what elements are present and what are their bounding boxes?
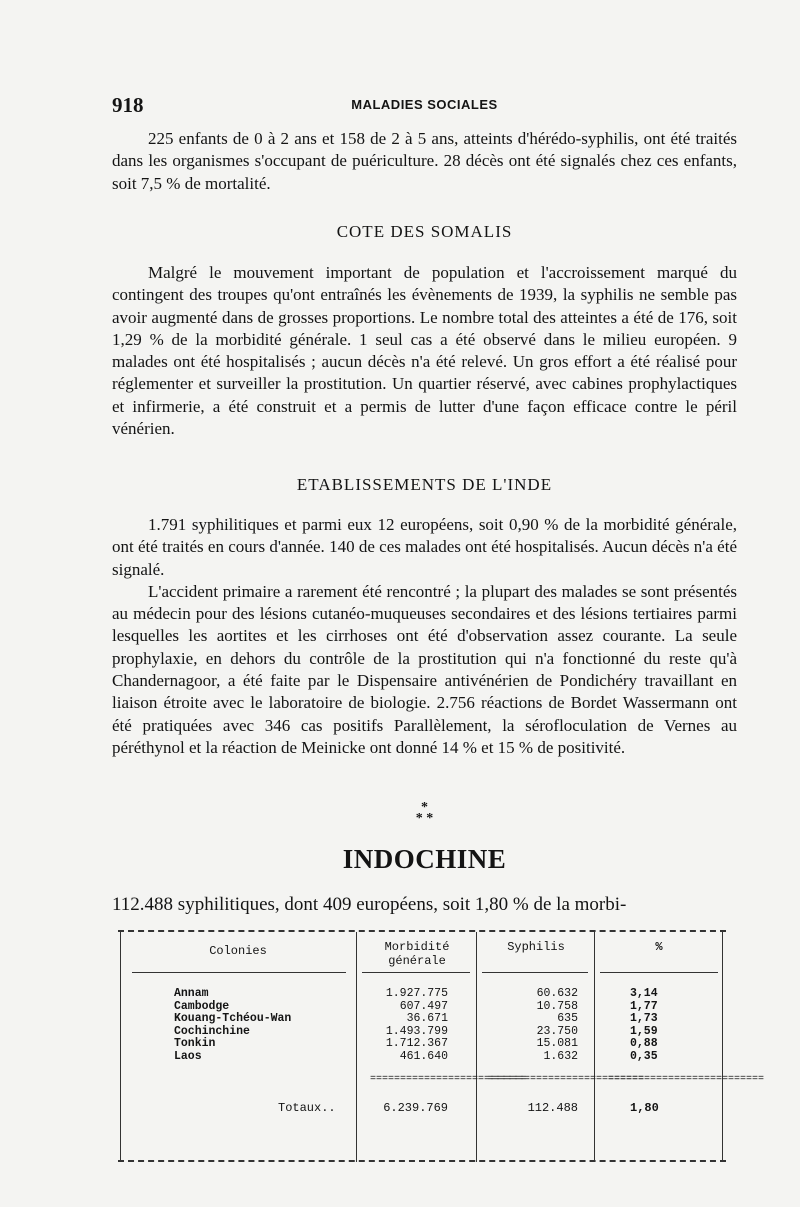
table-row-colonie: Tonkin: [174, 1037, 216, 1051]
table-row-syphilis: 10.758: [536, 999, 578, 1013]
subtotal-rule-2: ==========================: [488, 1074, 645, 1085]
page-header: [112, 93, 737, 117]
table-top-border: [118, 930, 726, 934]
inde-paragraphs-block: [112, 514, 737, 759]
subtotal-rule-3: ==========================: [608, 1074, 765, 1085]
totals-pct: 1,80: [630, 1101, 659, 1115]
table-row-pct: 1,73: [630, 1012, 658, 1026]
table-left-border: [120, 932, 121, 1162]
somalis-paragraph-block: [112, 262, 737, 440]
header-rule-3: [482, 972, 588, 973]
table-row-syphilis: 60.632: [536, 987, 578, 1000]
indochine-table: [118, 928, 765, 1168]
totals-syphilis: 112.488: [527, 1101, 578, 1115]
table-row-colonie: Annam: [174, 987, 209, 1000]
header-morbidite-line2: générale: [388, 954, 446, 968]
column-divider-3: [594, 932, 595, 1162]
header-colonies: Colonies: [209, 944, 267, 958]
table-row-syphilis: 15.081: [536, 1037, 578, 1051]
table-row-colonie: Cambodge: [174, 999, 230, 1013]
header-rule-2: [362, 972, 470, 973]
header-morbidite: [358, 940, 476, 968]
asterism-bottom: * *: [415, 811, 434, 826]
header-rule-1: [132, 972, 346, 973]
indochine-lead-text: 112.488 syphilitiques, dont 409 européens, soit 1,80 % de la morbi-: [112, 894, 627, 915]
header-rule-4: [600, 972, 718, 973]
column-divider-1: [356, 932, 357, 1162]
table-row-colonie: Kouang-Tchéou-Wan: [174, 1012, 292, 1026]
table-row-morbidite: 1.927.775: [385, 987, 448, 1000]
header-percent: %: [655, 940, 663, 954]
table-row-pct: 1,59: [630, 1024, 658, 1038]
totals-label: Totaux..: [278, 1101, 336, 1115]
header-morbidite-line1: Morbidité: [384, 940, 450, 954]
intro-paragraph: 225 enfants de 0 à 2 ans et 158 de 2 à 5 ans, atteints d'hérédo-syphilis, ont été traités dans les organismes s'occupant de puériculture. 28 décès ont été signalés chez ces enfants, soit 7,5 % de mortalité.: [112, 129, 737, 193]
table-row-pct: 0,35: [630, 1050, 658, 1063]
column-divider-2: [476, 932, 477, 1162]
table-row-pct: 0,88: [630, 1037, 658, 1051]
table-row-syphilis: 635: [557, 1012, 578, 1026]
table-row-pct: 3,14: [630, 987, 658, 1000]
asterism-top: *: [421, 800, 428, 815]
section-title-inde: ETABLISSEMENTS DE L'INDE: [296, 475, 553, 494]
table-row-pct: 1,77: [630, 999, 658, 1013]
table-row-morbidite: 461.640: [399, 1050, 448, 1063]
inde-paragraph-2: L'accident primaire a rarement été rencontré ; la plupart des malades se sont présentés au médecin pour des lésions cutanéo-muqueuses secondaires et des lésions tertiaires parmi lesquelles les aortites et les cirrhoses ont été d'observation assez courante. La seule prophylaxie, en dehors du contrôle de la prostitution qui n'a fonctionné du reste qu'à Chandernagoor, a été faite par le Dispensaire antivénérien de Pondichéry travaillant en liaison étroite avec le laboratoire de biologie. 2.756 réactions de Bordet Wassermann ont été pratiquées avec 346 cas positifs Parallèlement, la sérofloculation de Vernes au péréthynol et la réaction de Meinicke ont donné 14 % et 15 % de positivité.: [112, 581, 737, 757]
somalis-paragraph: Malgré le mouvement important de population et l'accroissement marqué du contingent des troupes qu'ont entraînés les évènements de 1939, la syphilis ne semble pas avoir augmenté dans de grosses proportions. Le nombre total des atteintes a été de 176, soit 1,29 % de la morbidité générale. 1 seul cas a été observé dans le milieu européen. 9 malades ont été hospitalisés ; aucun décès n'a été relevé. Un gros effort a été réalisé pour réglementer et surveiller la prostitution. Un quartier réservé, avec cabines prophylactiques et infirmerie, a été construit et a permis de lutter d'une façon efficace contre le péril vénérien.: [112, 263, 737, 439]
table-row-colonie: Cochinchine: [174, 1024, 250, 1038]
table-row-syphilis: 23.750: [536, 1024, 578, 1038]
table-bottom-border: [118, 1160, 726, 1164]
running-title: MALADIES SOCIALES: [351, 97, 498, 112]
intro-paragraph-block: [112, 128, 737, 195]
table-row-colonie: Laos: [174, 1050, 202, 1063]
page-number: 918: [112, 93, 144, 117]
table-row-morbidite: 607.497: [399, 999, 448, 1013]
separator-asterism: [112, 802, 737, 824]
table-row-morbidite: 1.493.799: [385, 1024, 448, 1038]
inde-paragraph-1: 1.791 syphilitiques et parmi eux 12 européens, soit 0,90 % de la morbidité générale, ont été traités en cours d'année. 140 de ces malades ont été hospitalisés. Aucun décès n'a été signalé.: [112, 515, 737, 579]
table-row-syphilis: 1.632: [543, 1050, 578, 1063]
header-syphilis: Syphilis: [507, 940, 565, 954]
section-title-indochine: INDOCHINE: [342, 844, 507, 874]
table-right-border: [722, 932, 723, 1162]
section-title-somalis: COTE DES SOMALIS: [336, 222, 513, 241]
table-row-morbidite: 36.671: [406, 1012, 448, 1026]
totals-morbidite: 6.239.769: [383, 1101, 448, 1115]
subtotal-rule-1: ==========================: [370, 1074, 527, 1085]
table-row-morbidite: 1.712.367: [385, 1037, 448, 1051]
